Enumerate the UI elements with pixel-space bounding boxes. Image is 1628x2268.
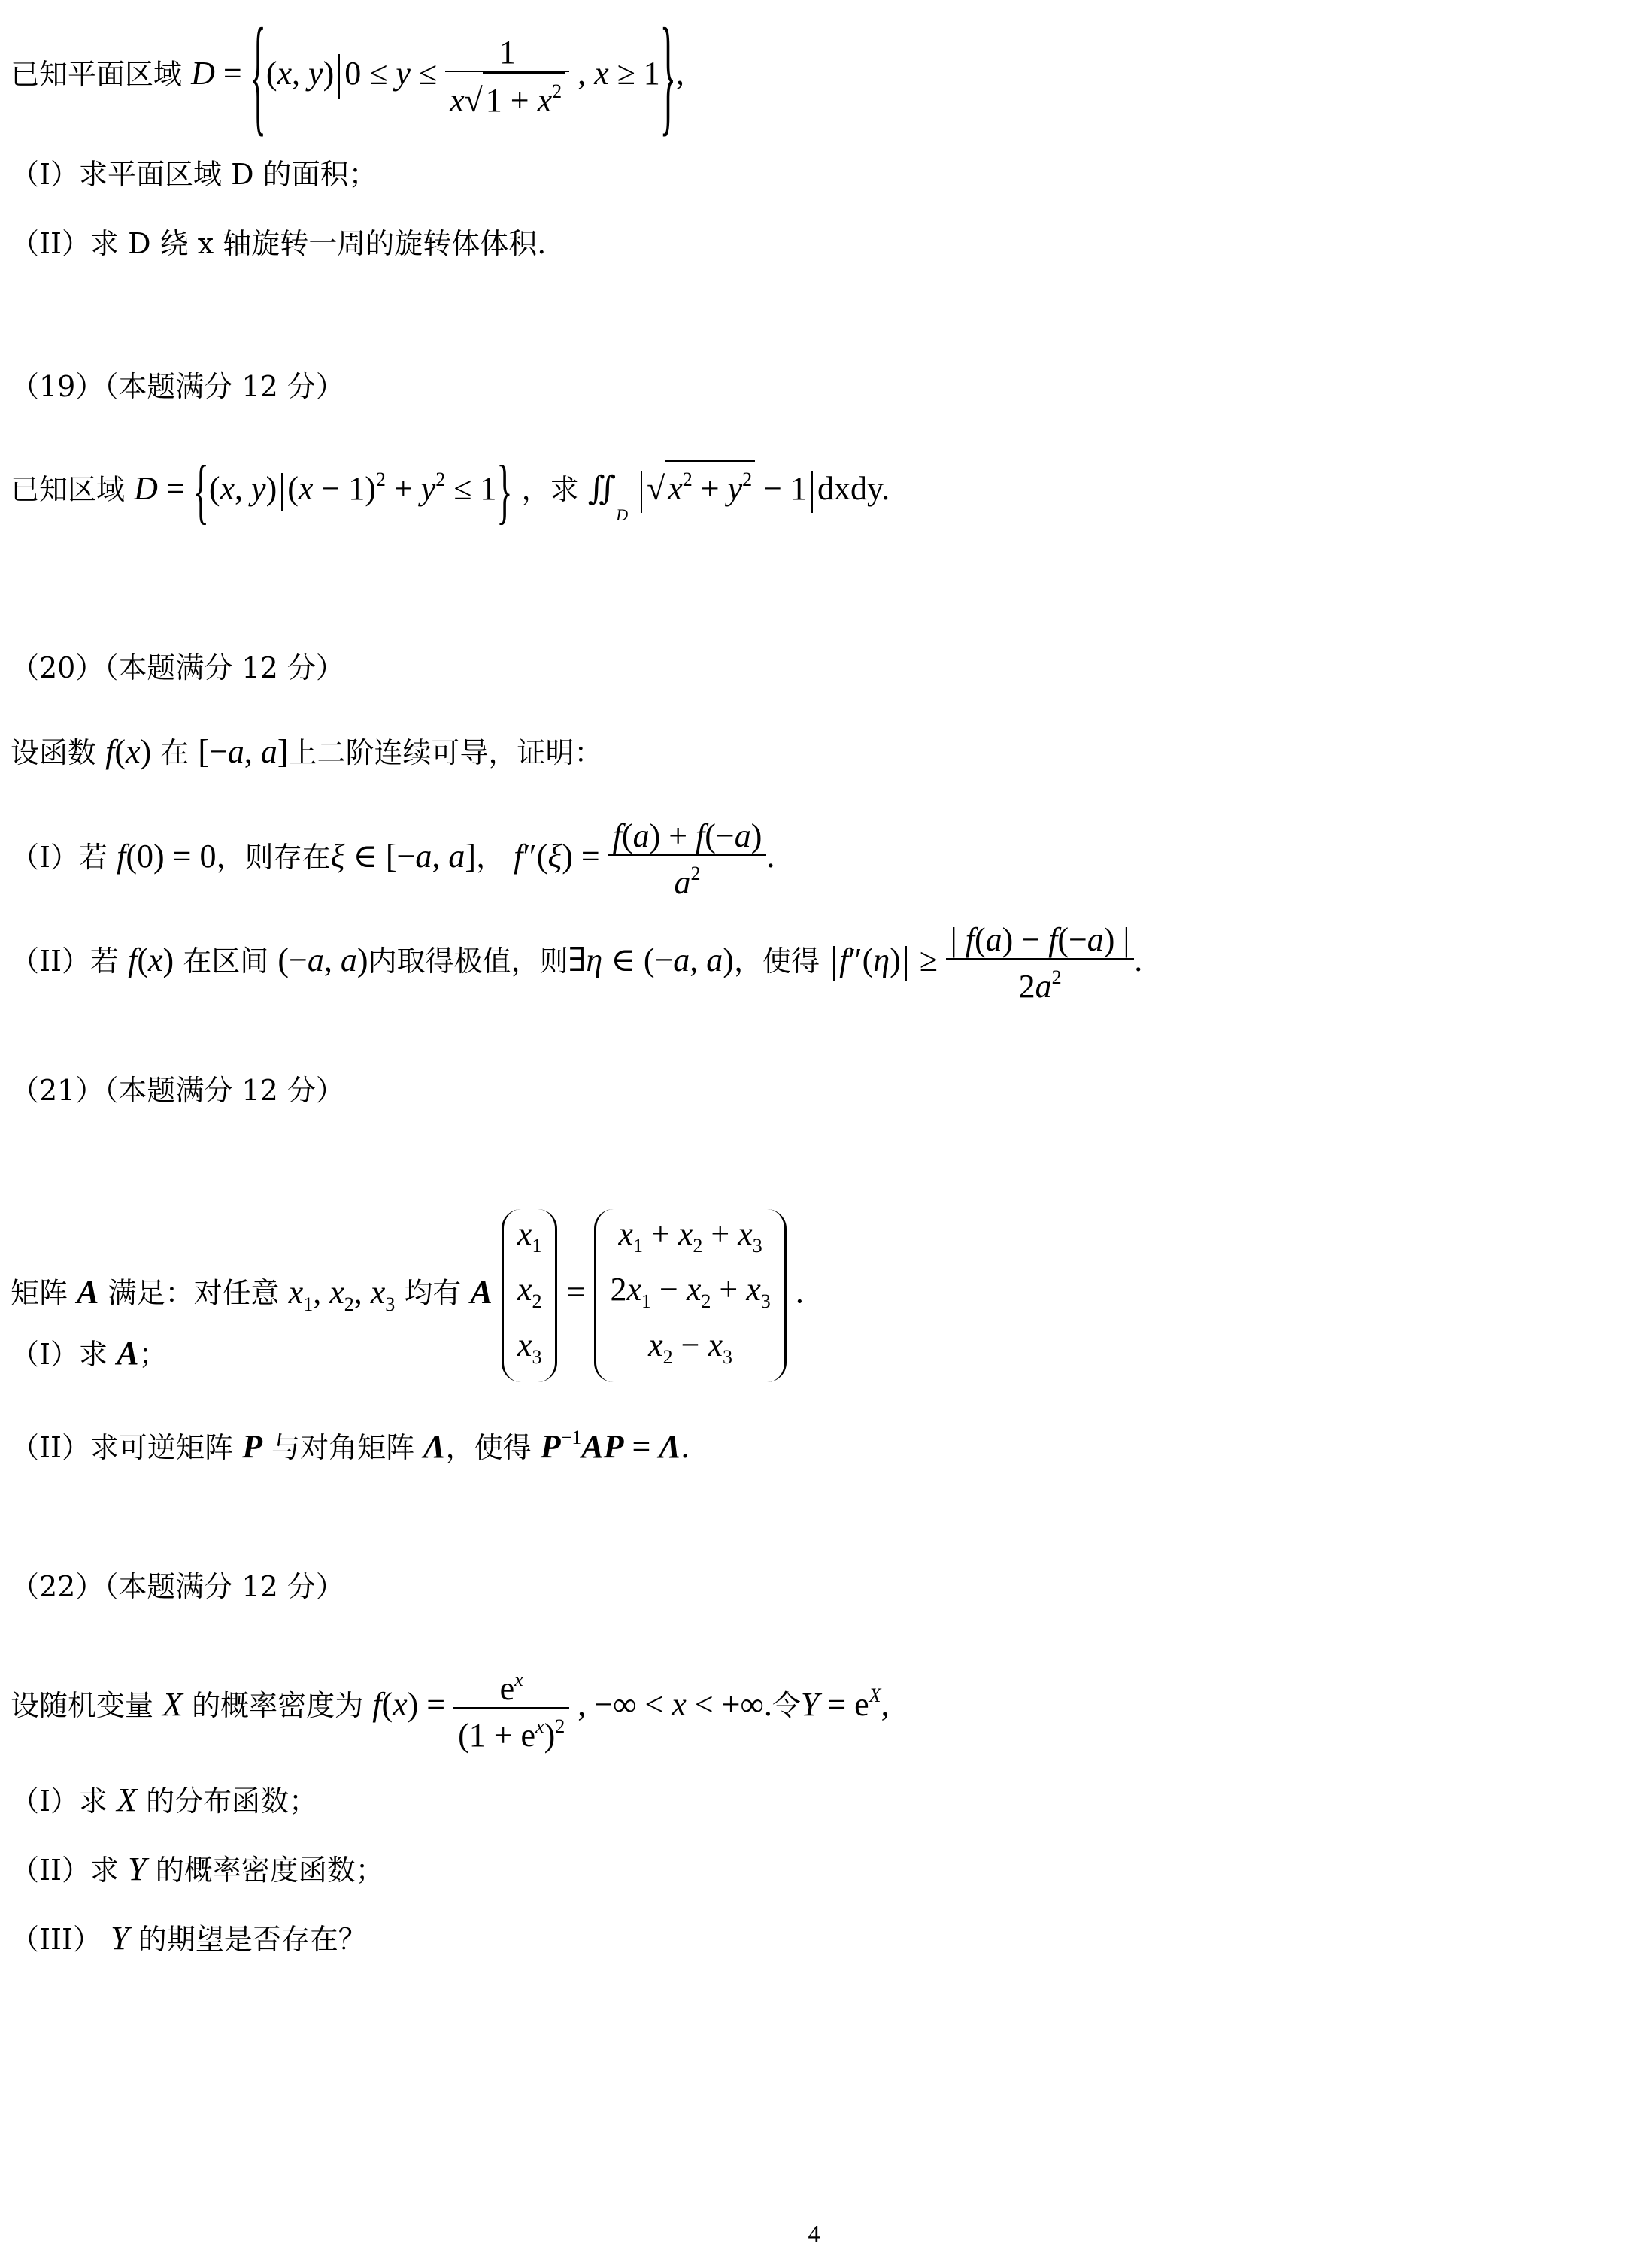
p19-statement: 已知区域 D = {(x, y) $(x - 1)^2 + y^2 \le 1$} ，求 $∬_D$ $√x^2 + y^2 - 1$ dxdy. — [11, 450, 890, 532]
p20-q1: （I）若 f(0) = 0，则存在ξ ∈ [−a, a]， f″(ξ) = $\frac{f(a) + f(-a)}{a^2}$ . — [11, 817, 775, 901]
p22-q3: （III） Y 的期望是否存在？ — [11, 1920, 367, 1957]
p22-q2: （II）求 Y 的概率密度函数； — [11, 1851, 384, 1887]
p20-q2: （II）若 f(x) 在区间 (−a, a)内取得极值，则∃η ∈ (−a, a)，使得 f″(η) ≥ $\frac{| f(a) - f(-a) |}{2a^2}$ . — [11, 921, 1143, 1005]
p21-stem: 矩阵 A 满足：对任意 $x_1$, $x_2$, $x_3$ 均有 A $x_1$ $x_2$ $x_3$ = $x_1 + x_2 + x_3$ $2x_1 - x_2 + x_3$ $x_2 - x_3$ . — [11, 1209, 804, 1382]
vector-x: $x_1$ $x_2$ $x_3$ — [502, 1209, 558, 1382]
p22-header: （22）（本题满分 12 分） — [11, 1570, 344, 1603]
p19-double-integral: $∬_D$ $√x^2 + y^2 - 1$ — [588, 470, 817, 507]
page-number: 4 — [808, 2220, 820, 2247]
p22-stem: 设随机变量 X 的概率密度为 f(x) = $\frac{e^x}{(1 + e^x)^2}$ , −∞ < x < +∞.令$Y = e^X$, — [11, 1662, 890, 1754]
p21-q2: （II）求可逆矩阵 P 与对角矩阵 Λ，使得 $P^{-1}AP = \Lambda$. — [11, 1427, 690, 1465]
p21-q1: （I）求 A； — [11, 1335, 168, 1372]
p22-q1: （I）求 X 的分布函数； — [11, 1781, 318, 1818]
p18-q1: （I）求平面区域 D 的面积； — [11, 158, 377, 191]
p18-q2: （II）求 D 绕 x 轴旋转一周的旋转体体积. — [11, 227, 547, 260]
p18-set-expression: D = {(x, y) 0 ≤ y ≤ $\frac{1}{x√1 + x^2}$ , x ≥ 1}, — [191, 2, 684, 149]
p18-definition — [11, 2, 684, 149]
p21-header: （21）（本题满分 12 分） — [11, 1074, 344, 1107]
p19-header: （19）（本题满分 12 分） — [11, 370, 344, 403]
p20-header: （20）（本题满分 12 分） — [11, 651, 344, 684]
vector-result: $x_1 + x_2 + x_3$ $2x_1 - x_2 + x_3$ $x_2 - x_3$ — [594, 1209, 786, 1382]
p18-intro: 已知平面区域 — [11, 58, 183, 92]
p20-stem: 设函数 f(x) 在 [−a, a]上二阶连续可导，证明： — [11, 733, 603, 770]
